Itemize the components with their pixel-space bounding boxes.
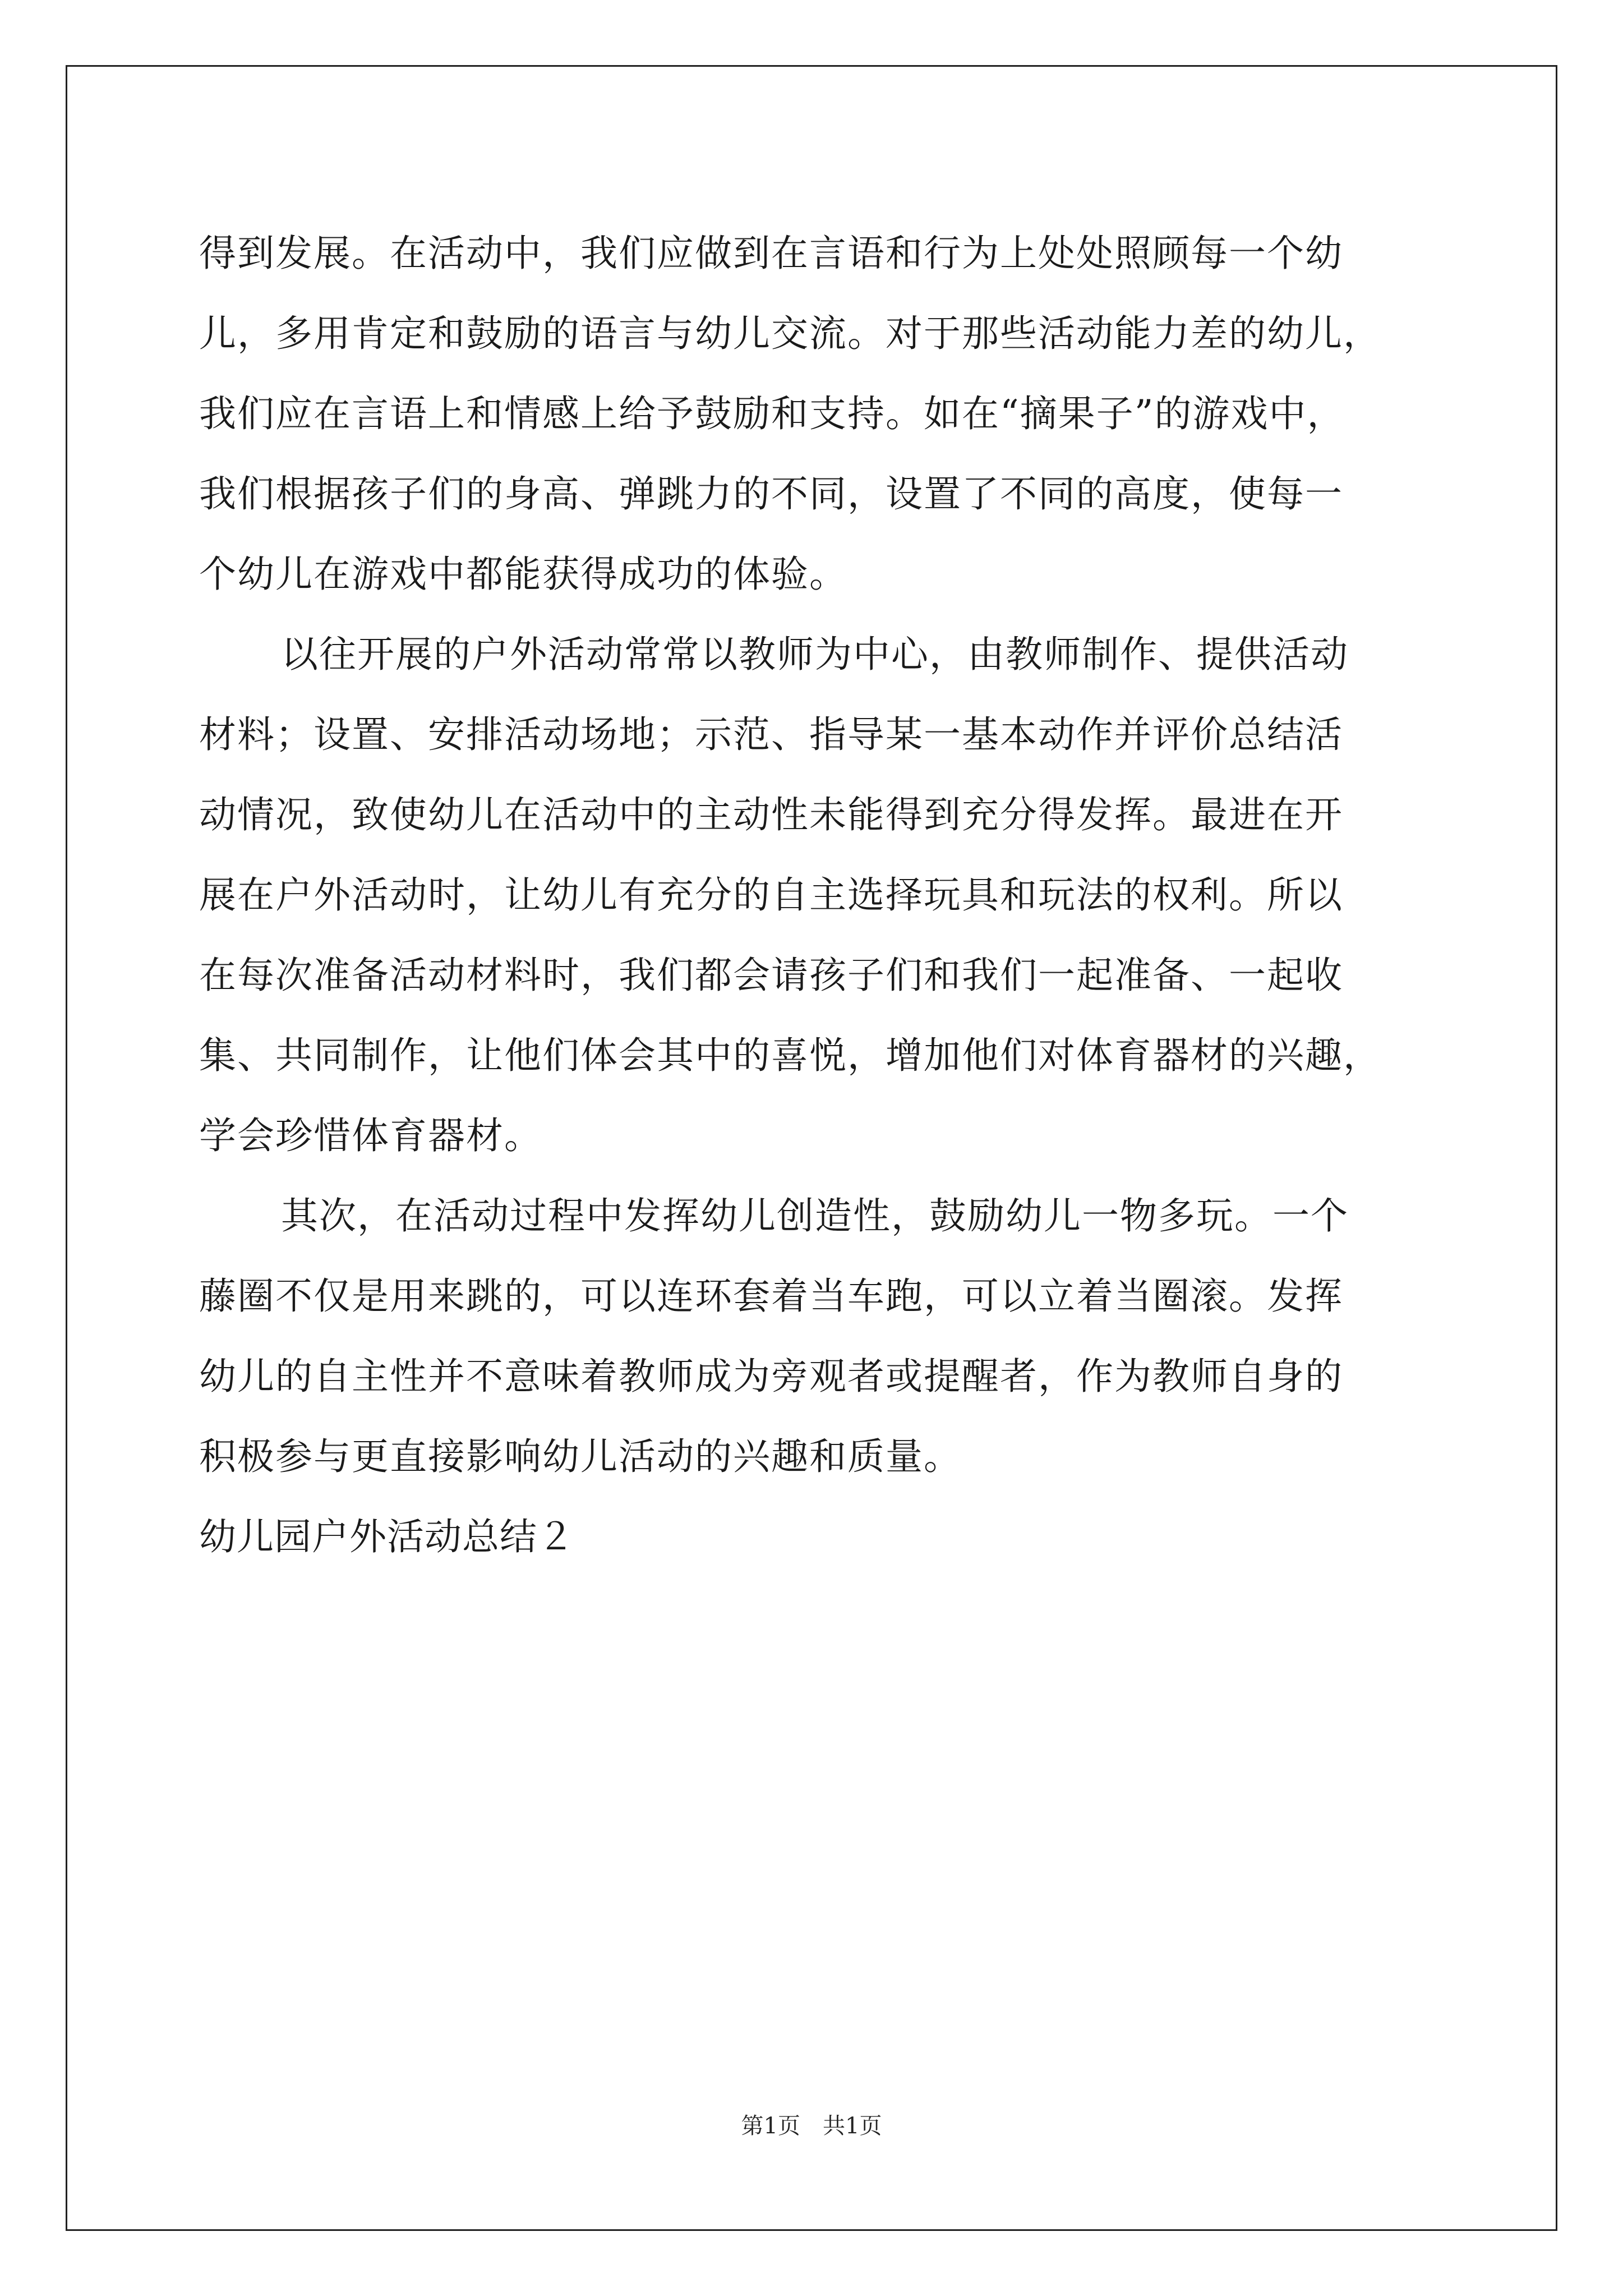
text-line: 藤圈不仅是用来跳的，可以连环套着当车跑，可以立着当圈滚。发挥 (199, 1274, 1343, 1318)
paragraph-first-line: 以往开展的户外活动常常以教师为中心，由教师制作、提供活动 (281, 633, 1349, 676)
text-line: 集、共同制作，让他们体会其中的喜悦，增加他们对体育器材的兴趣， (199, 1034, 1381, 1077)
section-heading: 幼儿园户外活动总结２ (199, 1515, 575, 1558)
text-line: 得到发展。在活动中，我们应做到在言语和行为上处处照顾每一个幼 (199, 232, 1343, 275)
text-line: 幼儿的自主性并不意味着教师成为旁观者或提醒者，作为教师自身的 (199, 1355, 1343, 1398)
text-line: 动情况，致使幼儿在活动中的主动性未能得到充分得发挥。最进在开 (199, 793, 1343, 836)
page-number: 第1页 (741, 2113, 800, 2139)
text-line: 我们根据孩子们的身高、弹跳力的不同，设置了不同的高度，使每一 (199, 472, 1343, 516)
text-line: 我们应在言语上和情感上给予鼓励和支持。如在“摘果子”的游戏中， (199, 392, 1345, 435)
text-line: 学会珍惜体育器材。 (199, 1114, 542, 1157)
paragraph-first-line: 其次，在活动过程中发挥幼儿创造性，鼓励幼儿一物多玩。一个 (281, 1194, 1349, 1237)
text-line: 儿，多用肯定和鼓励的语言与幼儿交流。对于那些活动能力差的幼儿， (199, 312, 1381, 355)
document-body (199, 213, 1444, 1577)
text-line: 展在户外活动时，让幼儿有充分的自主选择玩具和玩法的权利。所以 (199, 873, 1343, 917)
text-line: 在每次准备活动材料时，我们都会请孩子们和我们一起准备、一起收 (199, 954, 1343, 997)
text-line: 积极参与更直接影响幼儿活动的兴趣和质量。 (199, 1435, 962, 1478)
text-line: 个幼儿在游戏中都能获得成功的体验。 (199, 553, 847, 596)
text-line: 材料；设置、安排活动场地；示范、指导某一基本动作并评价总结活 (199, 713, 1343, 756)
page-footer (0, 2109, 1623, 2143)
page-total: 共1页 (823, 2113, 882, 2139)
